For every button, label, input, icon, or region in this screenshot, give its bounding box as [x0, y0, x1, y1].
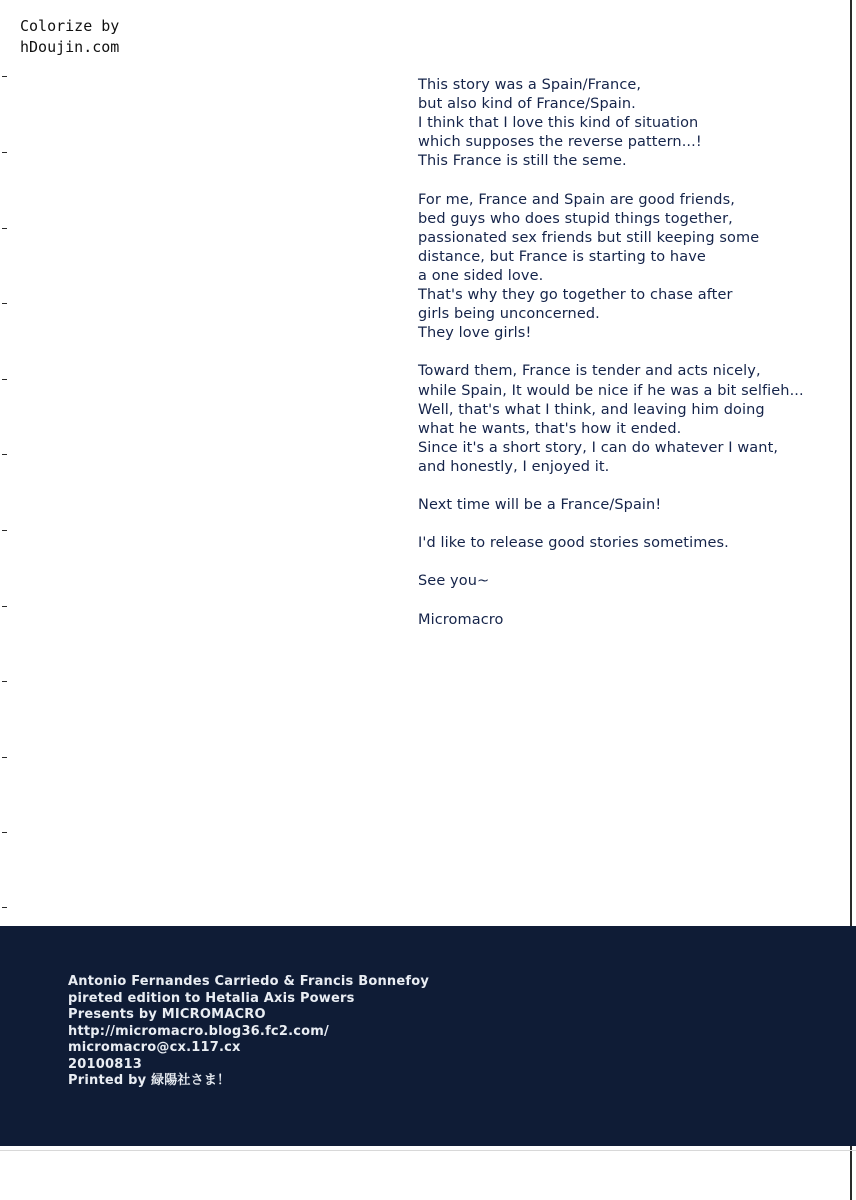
- margin-tick: [2, 76, 7, 77]
- margin-tick: [2, 681, 7, 682]
- afterword-line: Well, that's what I think, and leaving him doing: [418, 401, 765, 418]
- watermark-line-2: hDoujin.com: [20, 38, 120, 56]
- colophon-date: 20100813: [68, 1056, 142, 1072]
- afterword-paragraph: [418, 534, 843, 553]
- afterword-paragraph: [418, 191, 843, 344]
- afterword-paragraph: [418, 496, 843, 515]
- colophon-edition: pireted edition to Hetalia Axis Powers: [68, 990, 355, 1006]
- afterword-line: Since it's a short story, I can do whatever I want,: [418, 439, 779, 456]
- watermark-line-1: Colorize by: [20, 17, 120, 35]
- afterword-line: what he wants, that's how it ended.: [418, 420, 682, 437]
- afterword-signature: [418, 611, 843, 630]
- margin-tick: [2, 832, 7, 833]
- afterword-line: but also kind of France/Spain.: [418, 96, 636, 113]
- afterword-line: See you~: [418, 573, 490, 590]
- afterword-line: distance, but France is starting to have: [418, 248, 706, 265]
- afterword-paragraph: [418, 76, 843, 171]
- colophon-title: Antonio Fernandes Carriedo & Francis Bonnefoy: [68, 974, 430, 989]
- afterword-line: Micromacro: [418, 611, 504, 628]
- colophon-email: micromacro@cx.117.cx: [68, 1040, 241, 1055]
- margin-tick: [2, 152, 7, 153]
- colophon-printer: Printed by 緑陽社さま！: [68, 1073, 231, 1088]
- afterword-line: For me, France and Spain are good friends,: [418, 191, 735, 208]
- margin-tick: [2, 606, 7, 607]
- afterword-line: bed guys who does stupid things together,: [418, 210, 733, 227]
- margin-tick: [2, 530, 7, 531]
- afterword-line: girls being unconcerned.: [418, 306, 600, 323]
- afterword-line: I think that I love this kind of situation: [418, 115, 699, 132]
- margin-tick: [2, 757, 7, 758]
- afterword-line: while Spain, It would be nice if he was a bit selfieh...: [418, 382, 804, 399]
- afterword-line: a one sided love.: [418, 267, 544, 284]
- afterword-line: That's why they go together to chase after: [418, 287, 733, 304]
- afterword-line: Next time will be a France/Spain!: [418, 497, 662, 514]
- margin-tick: [2, 379, 7, 380]
- colophon-url: http://micromacro.blog36.fc2.com/: [68, 1023, 329, 1039]
- afterword-paragraph: [418, 572, 843, 591]
- colophon-band: [0, 926, 856, 1146]
- afterword-line: and honestly, I enjoyed it.: [418, 458, 610, 475]
- afterword-line: which supposes the reverse pattern...!: [418, 134, 702, 151]
- afterword-line: Toward them, France is tender and acts nicely,: [418, 363, 761, 380]
- colorize-watermark: [20, 16, 119, 58]
- afterword-paragraph: [418, 362, 843, 477]
- afterword-line: I'd like to release good stories sometimes.: [418, 535, 729, 552]
- afterword-text: [418, 76, 843, 649]
- afterword-line: This France is still the seme.: [418, 153, 627, 170]
- margin-tick: [2, 303, 7, 304]
- colophon-presenter: Presents by MICROMACRO: [68, 1007, 266, 1022]
- afterword-line: They love girls!: [418, 325, 532, 342]
- afterword-line: passionated sex friends but still keeping some: [418, 229, 760, 246]
- colophon: [68, 974, 429, 1090]
- bottom-rule: [0, 1150, 856, 1151]
- afterword-line: This story was a Spain/France,: [418, 77, 642, 93]
- margin-tick: [2, 454, 7, 455]
- margin-tick: [2, 907, 7, 908]
- margin-tick: [2, 228, 7, 229]
